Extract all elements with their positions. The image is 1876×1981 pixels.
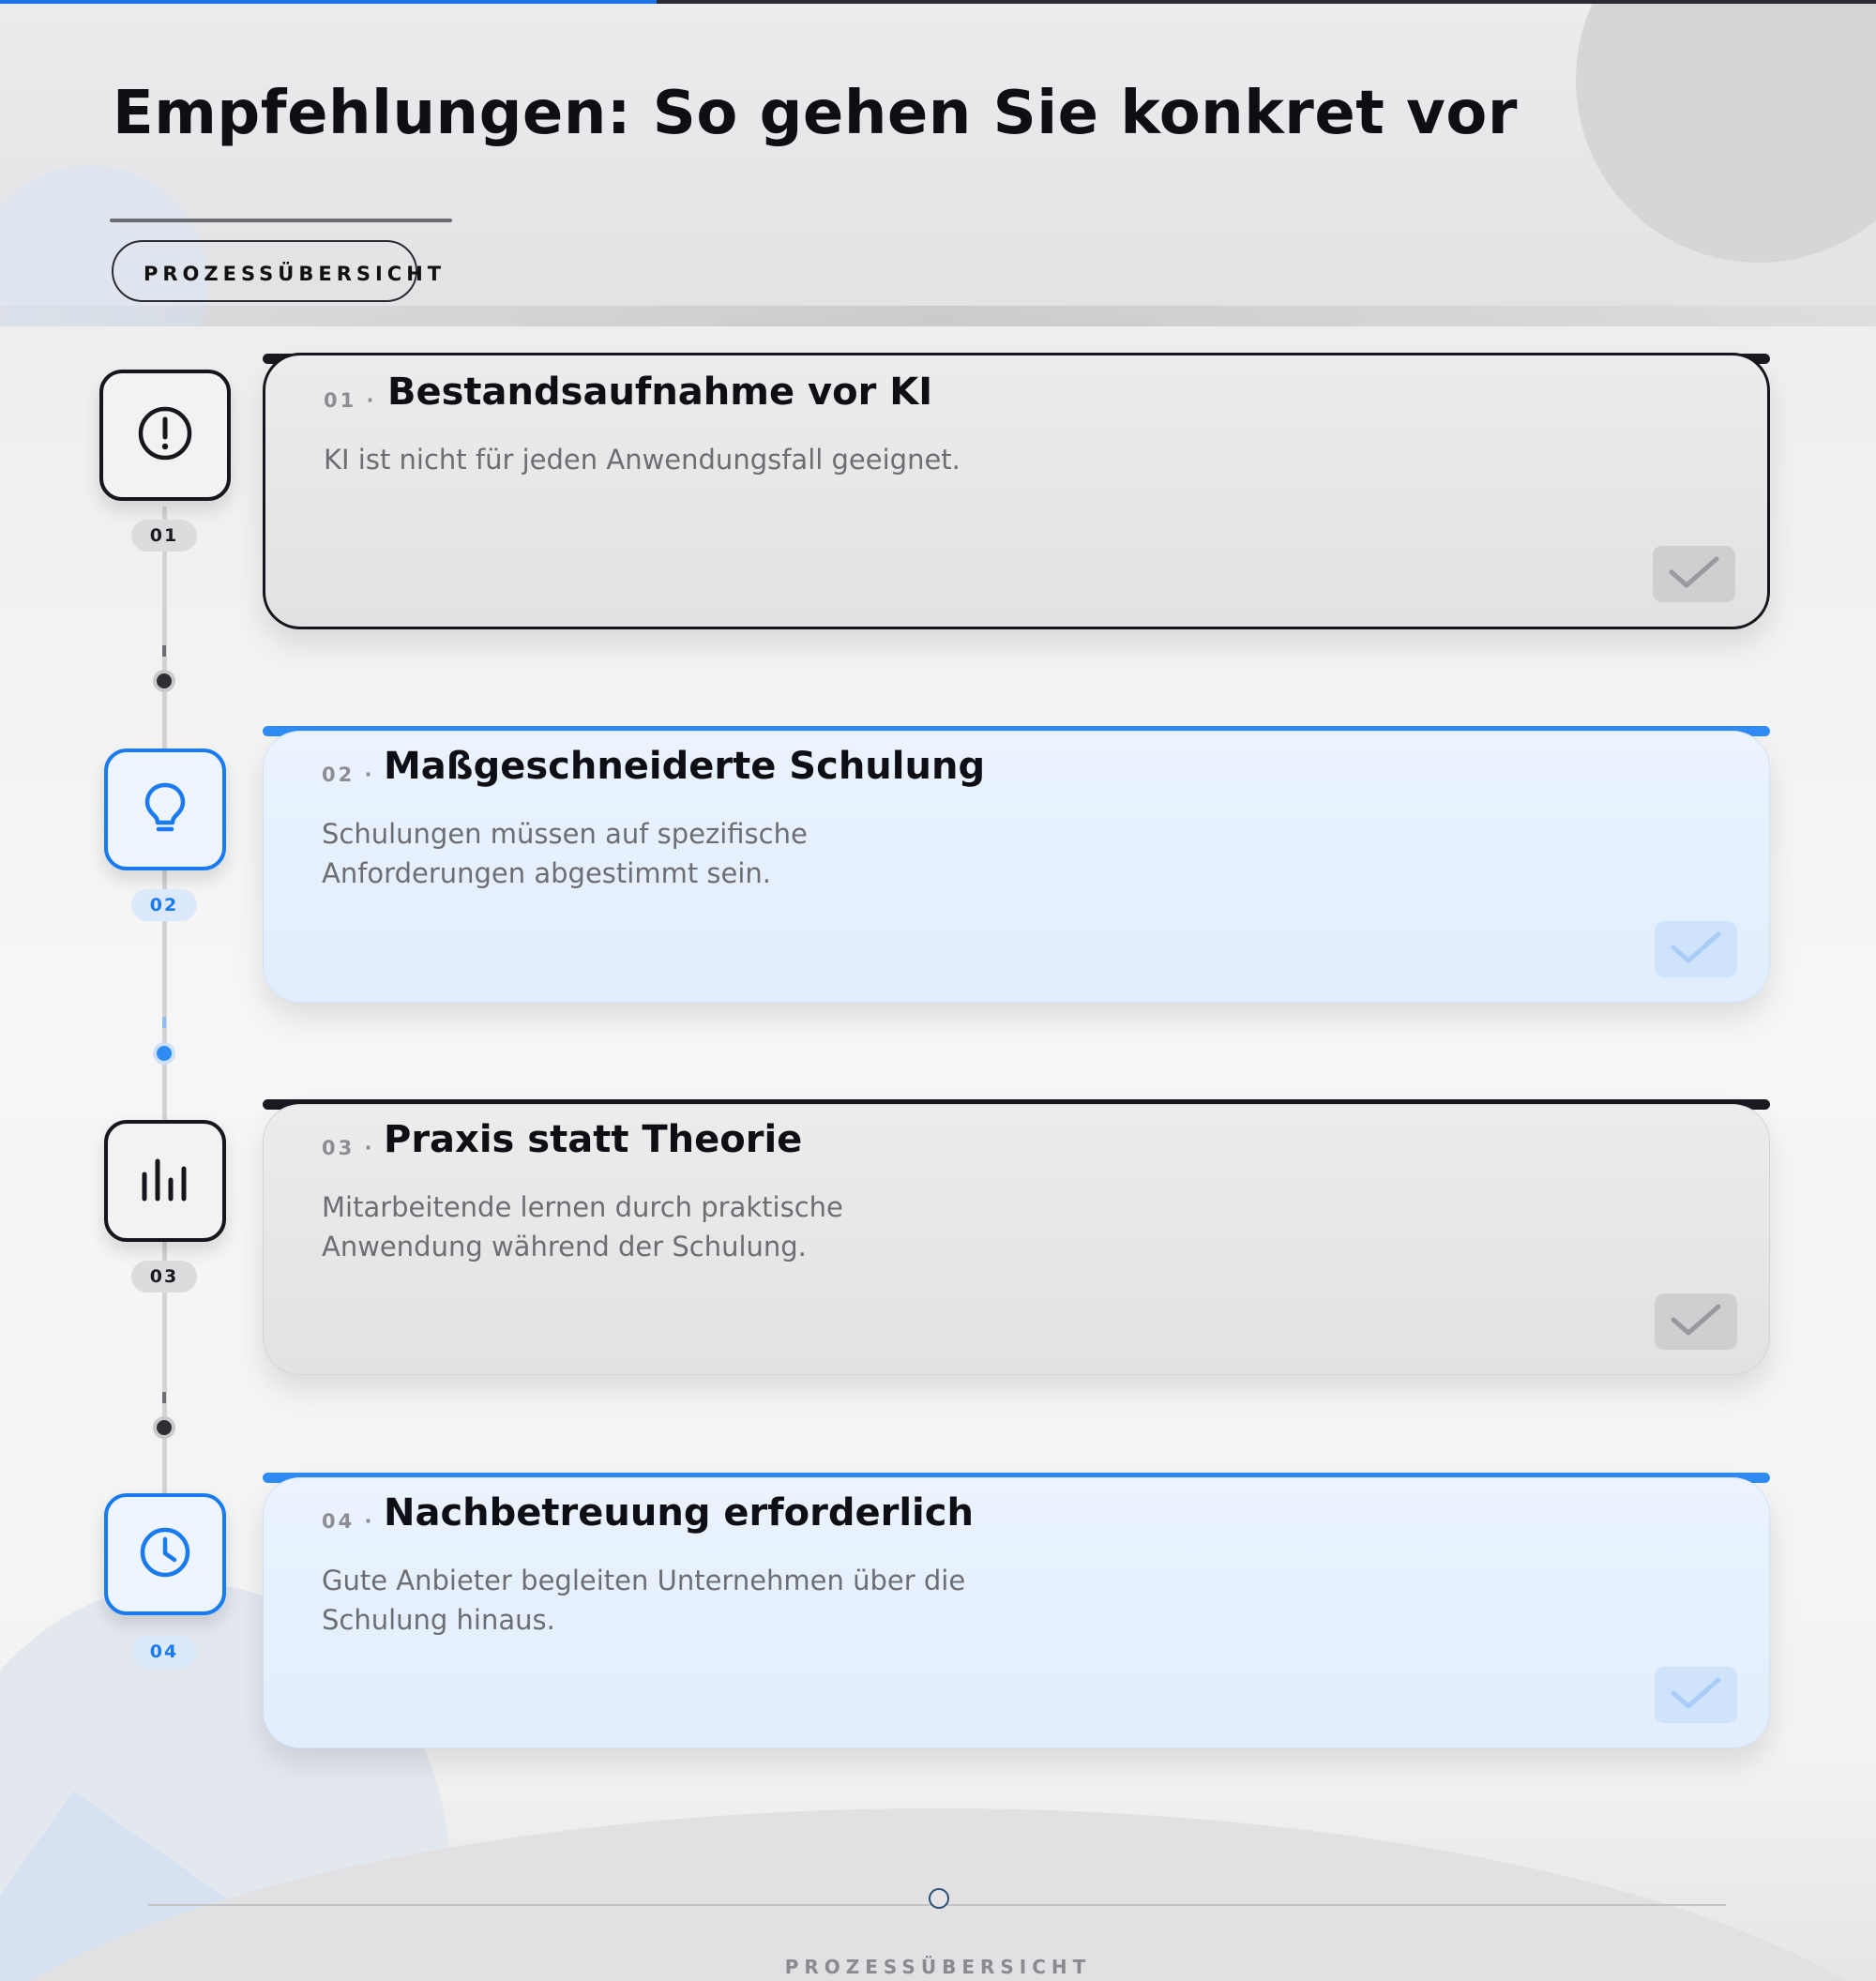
connector-tick <box>162 1392 166 1403</box>
title-underline <box>110 219 452 222</box>
check-icon <box>1668 1674 1724 1716</box>
step-badge: 02 <box>131 889 197 921</box>
step-number-text: 04 <box>322 1510 356 1533</box>
connector-dot <box>157 1420 172 1435</box>
step-icon-box-04 <box>104 1493 226 1615</box>
step-card-04[interactable] <box>263 1477 1770 1748</box>
check-icon <box>1668 929 1724 970</box>
card-step-number: 03 · <box>322 1137 375 1159</box>
step-icon-box-01 <box>99 370 231 501</box>
card-step-number: 02 · <box>322 764 375 786</box>
step-number-text: 02 <box>322 764 356 786</box>
step-card-01[interactable] <box>263 353 1770 629</box>
card-description: Mitarbeitende lernen durch praktische Anwendung während der Schulung. <box>322 1191 843 1263</box>
card-title: Bestandsaufnahme vor KI <box>387 370 933 414</box>
card-title: Nachbetreuung erforderlich <box>384 1491 974 1535</box>
footer-label: PROZESSÜBERSICHT <box>784 1956 1092 1978</box>
step-card-03[interactable] <box>263 1104 1770 1375</box>
check-icon <box>1666 553 1722 595</box>
connector-tick <box>162 645 166 657</box>
checkmark-box[interactable] <box>1653 546 1735 602</box>
step-icon-box-02 <box>104 749 226 870</box>
card-title: Maßgeschneiderte Schulung <box>384 745 986 788</box>
section-label: PROZESSÜBERSICHT <box>144 263 446 285</box>
checkmark-box[interactable] <box>1655 1667 1737 1723</box>
step-badge: 01 <box>131 520 197 552</box>
bar-chart-icon <box>137 1156 193 1206</box>
step-badge: 03 <box>131 1261 197 1293</box>
step-number-text: 03 <box>322 1137 356 1159</box>
clock-icon <box>137 1524 193 1584</box>
lightbulb-icon <box>142 779 189 839</box>
connector-dot <box>157 673 172 688</box>
card-description: Schulungen müssen auf spezifische Anforderungen abgestimmt sein. <box>322 818 808 889</box>
connector-dot <box>157 1046 172 1061</box>
alert-circle-icon <box>136 404 194 466</box>
card-title: Praxis statt Theorie <box>384 1118 803 1161</box>
top-progress-fill <box>0 0 657 4</box>
card-description: Gute Anbieter begleiten Unternehmen über die Schulung hinaus. <box>322 1565 966 1636</box>
check-icon <box>1668 1301 1724 1342</box>
decorative-circle <box>1576 0 1876 263</box>
step-card-02[interactable] <box>263 731 1770 1003</box>
page-title: Empfehlungen: So gehen Sie konkret vor <box>113 79 1518 148</box>
connector-tick <box>162 1017 166 1028</box>
checkmark-box[interactable] <box>1655 1293 1737 1350</box>
step-icon-box-03 <box>104 1120 226 1242</box>
header-shadow <box>0 306 1876 326</box>
checkmark-box[interactable] <box>1655 921 1737 977</box>
step-badge: 04 <box>131 1636 197 1668</box>
footer-ring-icon <box>929 1888 949 1909</box>
step-number-text: 01 <box>324 389 357 412</box>
card-description: KI ist nicht für jeden Anwendungsfall geeignet. <box>324 444 961 476</box>
card-step-number: 01 · <box>324 389 377 412</box>
card-step-number: 04 · <box>322 1510 375 1533</box>
top-progress-track <box>0 0 1876 4</box>
